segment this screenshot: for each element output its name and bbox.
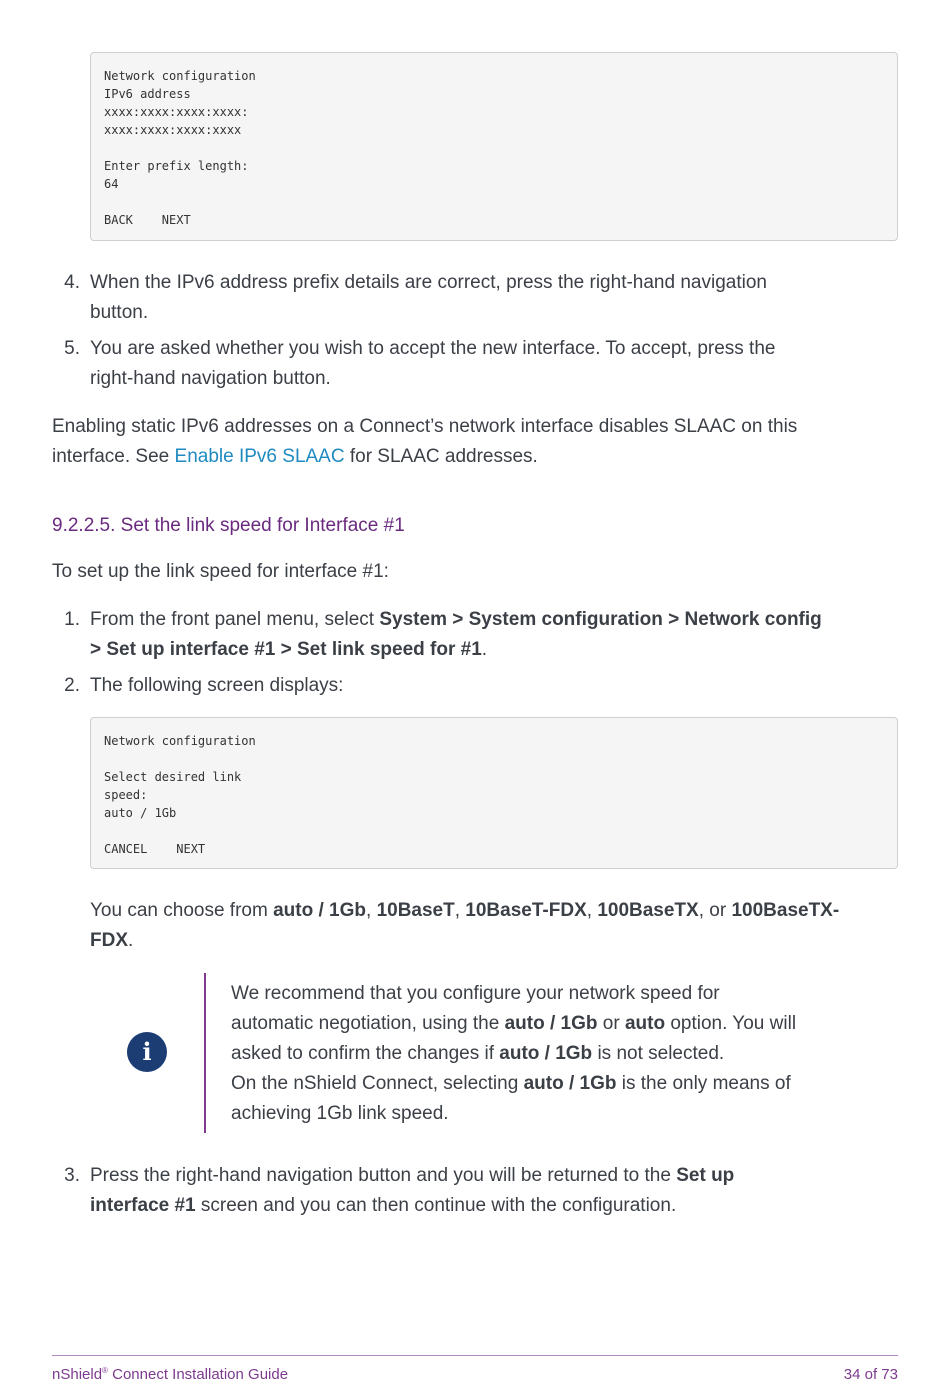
step-1-line-1	[90, 605, 822, 635]
step-5-line-2: right-hand navigation button.	[90, 368, 331, 389]
note-text-plain: option. You will	[665, 1013, 797, 1034]
note-text-plain: On the nShield Connect, selecting	[231, 1073, 524, 1094]
step-4-line-2: button.	[90, 302, 149, 323]
note-text-plain: is the only means of	[616, 1073, 791, 1094]
code-block-link-speed: Network configuration Select desired link speed: auto / 1Gb CANCEL NEXT	[90, 717, 898, 869]
intro-text: To set up the link speed for interface #1:	[52, 561, 389, 582]
step-3-text-plain: Press the right-hand navigation button and you will be returned to the	[90, 1165, 677, 1186]
step-3-line-1	[90, 1161, 734, 1191]
slaac-text: interface. See	[52, 446, 175, 467]
option-10baset-fdx: 10BaseT-FDX	[465, 900, 587, 921]
separator: ,	[454, 900, 466, 921]
footer-brand: nShield	[52, 1366, 103, 1383]
note-divider	[204, 973, 206, 1133]
period: .	[481, 639, 488, 660]
option-10baset: 10BaseT	[376, 900, 455, 921]
step-3-bold: interface #1	[90, 1195, 196, 1216]
note-bold: auto / 1Gb	[499, 1043, 593, 1064]
footer-divider	[52, 1355, 898, 1356]
option-100basetx-fdx: FDX	[90, 930, 128, 951]
step-4-text	[90, 268, 767, 328]
step-number: 5.	[64, 338, 80, 359]
step-1-line-2	[90, 635, 822, 665]
note-line-3	[231, 1039, 796, 1069]
option-100basetx: 100BaseTX	[597, 900, 699, 921]
step-5-line-1: You are asked whether you wish to accept the new interface. To accept, press the	[90, 338, 776, 359]
footer-page-number: 34 of 73	[843, 1366, 898, 1383]
options-text: You can choose from	[90, 900, 274, 921]
note-line-1: We recommend that you configure your network speed for	[231, 983, 720, 1004]
step-3-text	[90, 1161, 734, 1221]
slaac-line-1: Enabling static IPv6 addresses on a Connect’s network interface disables SLAAC on this	[52, 416, 798, 437]
note-text-plain: automatic negotiation, using the	[231, 1013, 505, 1034]
slaac-text: for SLAAC addresses.	[344, 446, 538, 467]
note-text-plain: or	[597, 1013, 625, 1034]
footer-document-title	[52, 1366, 288, 1383]
note-line-4	[231, 1069, 796, 1099]
note-text-plain: is not selected.	[592, 1043, 725, 1064]
note-text	[231, 979, 796, 1129]
separator: ,	[366, 900, 377, 921]
separator: , or	[698, 900, 732, 921]
options-line-2	[90, 926, 839, 956]
step-1-text-plain: From the front panel menu, select	[90, 609, 380, 630]
step-3-line-2	[90, 1191, 734, 1221]
enable-ipv6-slaac-link[interactable]: Enable IPv6 SLAAC	[174, 446, 345, 467]
step-2-text: The following screen displays:	[90, 675, 344, 696]
footer-title: Connect Installation Guide	[107, 1366, 289, 1383]
options-line-1	[90, 896, 839, 926]
slaac-paragraph	[52, 412, 797, 472]
note-bold: auto / 1Gb	[523, 1073, 617, 1094]
slaac-line-2	[52, 442, 797, 472]
menu-path-bold: System > System configuration > Network config	[379, 609, 822, 630]
note-bold: auto	[624, 1013, 666, 1034]
step-4-line-1: When the IPv6 address prefix details are correct, press the right-hand navigation	[90, 272, 767, 293]
note-bold: auto / 1Gb	[504, 1013, 598, 1034]
note-text-plain: asked to confirm the changes if	[231, 1043, 500, 1064]
option-auto-1gb: auto / 1Gb	[273, 900, 366, 921]
separator: ,	[586, 900, 598, 921]
info-icon: i	[127, 1032, 167, 1072]
step-3-bold: Set up	[676, 1165, 735, 1186]
link-speed-options-text	[90, 896, 839, 956]
registered-mark: ®	[102, 1366, 108, 1375]
step-number: 3.	[64, 1165, 80, 1186]
step-5-text	[90, 334, 775, 394]
note-line-5: achieving 1Gb link speed.	[231, 1103, 449, 1124]
code-block-ipv6-prefix: Network configuration IPv6 address xxxx:xxxx:xxxx:xxxx: xxxx:xxxx:xxxx:xxxx Enter prefix length: 64 BACK NEXT	[90, 52, 898, 241]
step-number: 1.	[64, 609, 80, 630]
step-number: 4.	[64, 272, 80, 293]
step-number: 2.	[64, 675, 80, 696]
note-line-2	[231, 1009, 796, 1039]
period: .	[128, 930, 134, 951]
section-heading: 9.2.2.5. Set the link speed for Interface #1	[52, 515, 405, 536]
step-3-text-plain: screen and you can then continue with the configuration.	[195, 1195, 677, 1216]
menu-path-bold: > Set up interface #1 > Set link speed for #1	[90, 639, 482, 660]
step-1-text	[90, 605, 822, 665]
option-100basetx-fdx: 100BaseTX-	[731, 900, 840, 921]
